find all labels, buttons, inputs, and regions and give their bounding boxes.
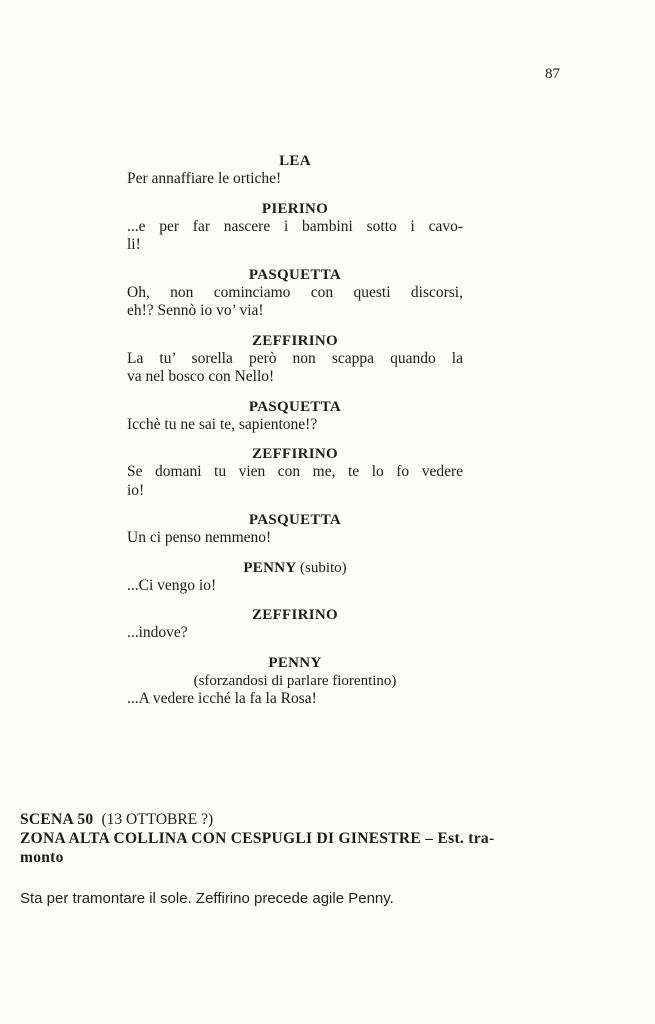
character-name: PASQUETTA xyxy=(248,266,342,283)
dialogue-block xyxy=(127,511,463,548)
dialogue-line: eh!? Sennò io vo’ via! xyxy=(127,302,264,319)
scene-heading xyxy=(20,810,568,867)
character-name: ZEFFIRINO xyxy=(251,446,339,462)
page-number: 87 xyxy=(545,66,560,82)
dialogue-line: ...A vedere icché la fa la Rosa! xyxy=(127,689,317,707)
dialogue-block xyxy=(127,332,463,387)
dialogue-block xyxy=(127,654,463,709)
dialogue-block xyxy=(127,398,463,435)
dialogue-line: La tu’ sorella però non scappa quando la xyxy=(127,349,463,367)
character-name: PENNY xyxy=(268,654,322,671)
parenthetical: (subito) xyxy=(300,559,347,576)
scene-label: SCENA 50 xyxy=(20,811,94,828)
stage-direction: (sforzandosi di parlare fiorentino) xyxy=(193,672,397,689)
dialogue-line: Un ci penso nemmeno! xyxy=(127,529,272,546)
dialogue-line: Per annaffiare le ortiche! xyxy=(127,170,282,187)
dialogue-line: Se domani tu vien con me, te lo fo vedere xyxy=(127,463,463,480)
scene-number-line xyxy=(20,810,568,829)
dialogue-line: io! xyxy=(127,481,145,499)
dialogue-line: Oh, non cominciamo con questi discorsi, xyxy=(127,283,463,301)
dialogue-line: ...Ci vengo io! xyxy=(127,576,217,594)
dialogue-block xyxy=(127,266,463,321)
scene-action: Sta per tramontare il sole. Zeffirino precede agile Penny. xyxy=(20,890,394,907)
dialogue-line: ...indove? xyxy=(127,624,188,641)
dialogue-block xyxy=(127,445,463,500)
scene-location-continued: monto xyxy=(20,849,64,866)
dialogue-section xyxy=(127,152,463,719)
character-name: PASQUETTA xyxy=(248,512,342,528)
character-name: ZEFFIRINO xyxy=(251,607,339,623)
scene-location: ZONA ALTA COLLINA CON CESPUGLI DI GINESTRE – Est. tra- xyxy=(20,830,495,847)
dialogue-line: va nel bosco con Nello! xyxy=(127,368,275,385)
dialogue-block xyxy=(127,152,463,189)
dialogue-block xyxy=(127,200,463,255)
dialogue-block xyxy=(127,559,463,596)
scene-date: (13 OTTOBRE ?) xyxy=(101,811,214,828)
character-name: PIERINO xyxy=(261,200,329,217)
character-name: PENNY xyxy=(243,559,296,576)
character-name: ZEFFIRINO xyxy=(251,332,339,349)
character-heading xyxy=(127,559,463,577)
dialogue-line: ...e per far nascere i bambini sotto i cavo- xyxy=(127,217,463,235)
character-name: LEA xyxy=(279,153,311,169)
dialogue-line: Icchè tu ne sai te, sapientone!? xyxy=(127,415,318,433)
dialogue-block xyxy=(127,606,463,643)
dialogue-line: li! xyxy=(127,236,141,253)
character-name: PASQUETTA xyxy=(248,398,342,415)
